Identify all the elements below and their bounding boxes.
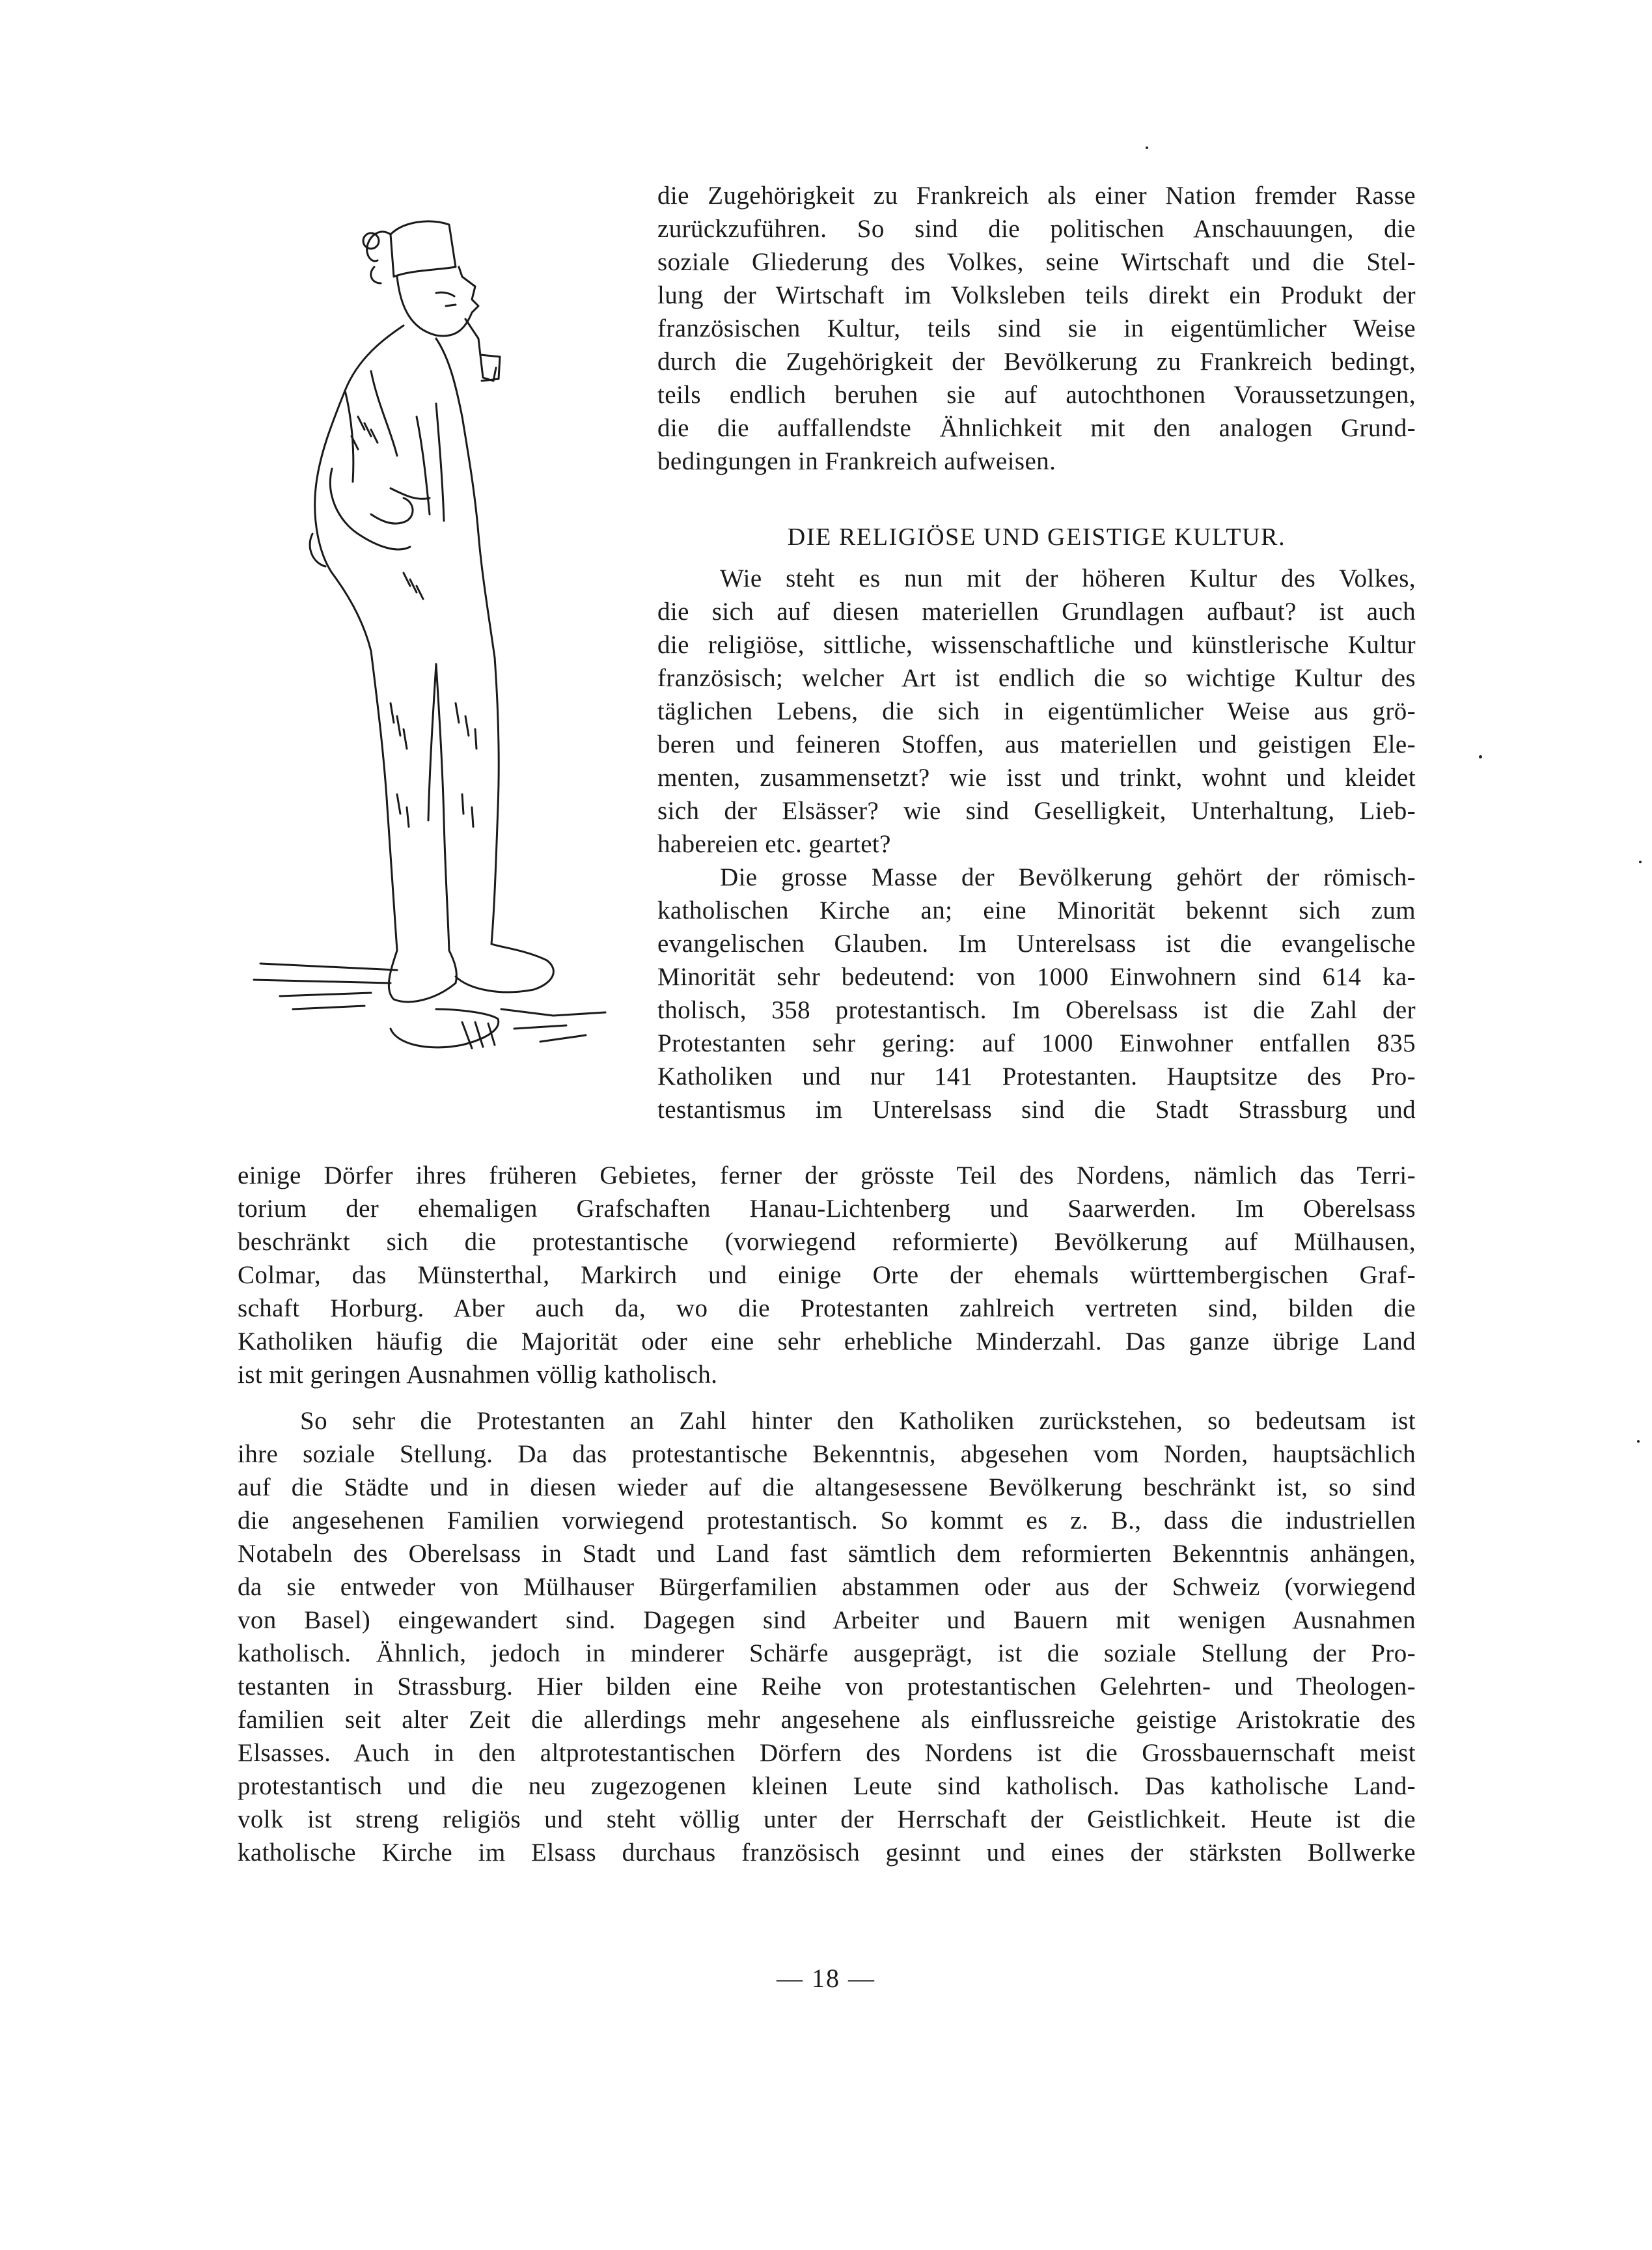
section-heading: DIE RELIGIÖSE UND GEISTIGE KULTUR. — [787, 523, 1286, 551]
text-line: torium der ehemaligen Grafschaften Hanau-Lichtenberg und Saarwerden. Im Oberelsass — [238, 1195, 1416, 1223]
text-line: evangelischen Glauben. Im Unterelsass ist die evangelische — [657, 930, 1416, 958]
text-line: habereien etc. geartet? — [657, 830, 891, 858]
text-line: Die grosse Masse der Bevölkerung gehört der römisch- — [720, 863, 1416, 891]
text-line: Elsasses. Auch in den altprotestantischen Dörfern des Nordens ist die Grossbauernschaft meist — [238, 1739, 1416, 1767]
text-line: Protestanten sehr gering: auf 1000 Einwohner entfallen 835 — [657, 1029, 1416, 1057]
scan-speck — [1479, 755, 1482, 758]
text-line: die angesehenen Familien vorwiegend protestantisch. So kommt es z. B., dass die industriellen — [238, 1507, 1416, 1535]
text-line: protestantisch und die neu zugezogenen kleinen Leute sind katholisch. Das katholische Land- — [238, 1772, 1416, 1800]
illustration — [241, 208, 631, 1139]
text-line: die sich auf diesen materiellen Grundlagen aufbaut? ist auch — [657, 598, 1416, 626]
text-line: teils endlich beruhen sie auf autochthonen Voraussetzungen, — [657, 381, 1416, 409]
scan-speck — [1639, 861, 1642, 863]
text-line: von Basel) eingewandert sind. Dagegen sind Arbeiter und Bauern mit wenigen Ausnahmen — [238, 1606, 1416, 1634]
sketch-standing-man-icon — [241, 208, 631, 1139]
text-line: die die auffallendste Ähnlichkeit mit den analogen Grund- — [657, 414, 1416, 442]
text-line: die Zugehörigkeit zu Frankreich als einer Nation fremder Rasse — [657, 182, 1416, 210]
text-line: die religiöse, sittliche, wissenschaftliche und künstlerische Kultur — [657, 631, 1416, 659]
text-line: testanten in Strassburg. Hier bilden eine Reihe von protestantischen Gelehrten- und Theologen- — [238, 1673, 1416, 1701]
text-line: katholisch. Ähnlich, jedoch in minderer Schärfe ausgeprägt, ist die soziale Stellung der Pro- — [238, 1639, 1416, 1667]
wide-paragraph-social-position — [238, 1404, 1416, 1869]
text-line: ist mit geringen Ausnahmen völlig katholisch. — [238, 1361, 718, 1389]
text-line: französisch; welcher Art ist endlich die so wichtige Kultur des — [657, 664, 1416, 692]
text-line: testantismus im Unterelsass sind die Stadt Strassburg und — [657, 1096, 1416, 1124]
text-line: französischen Kultur, teils sind sie in eigentümlicher Weise — [657, 314, 1416, 342]
scan-speck — [1146, 146, 1148, 149]
text-line: Katholiken häufig die Majorität oder eine sehr erhebliche Minderzahl. Das ganze übrige Land — [238, 1327, 1416, 1355]
page-number: — 18 — — [777, 1964, 875, 1993]
narrow-column-paragraphs — [657, 562, 1416, 1126]
text-line: volk ist streng religiös und steht völlig unter der Herrschaft der Geistlichkeit. Heute ist die — [238, 1805, 1416, 1833]
wide-paragraph-continuation — [238, 1159, 1416, 1391]
text-line: soziale Gliederung des Volkes, seine Wirtschaft und die Stel- — [657, 248, 1416, 276]
text-line: So sehr die Protestanten an Zahl hinter den Katholiken zurückstehen, so bedeutsam ist — [300, 1407, 1416, 1435]
text-line: Notabeln des Oberelsass in Stadt und Land fast sämtlich dem reformierten Bekenntnis anhängen, — [238, 1540, 1416, 1568]
text-line: ihre soziale Stellung. Da das protestantische Bekenntnis, abgesehen vom Norden, hauptsächlich — [238, 1440, 1416, 1468]
text-line: zurückzuführen. So sind die politischen Anschauungen, die — [657, 215, 1416, 243]
text-line: täglichen Lebens, die sich in eigentümlicher Weise aus grö- — [657, 697, 1416, 725]
text-line: lung der Wirtschaft im Volksleben teils direkt ein Produkt der — [657, 281, 1416, 309]
text-line: katholischen Kirche an; eine Minorität bekennt sich zum — [657, 896, 1416, 924]
text-line: bedingungen in Frankreich aufweisen. — [657, 447, 1056, 475]
text-line: schaft Horburg. Aber auch da, wo die Protestanten zahlreich vertreten sind, bilden die — [238, 1294, 1416, 1322]
text-line: tholisch, 358 protestantisch. Im Oberelsass ist die Zahl der — [657, 996, 1416, 1024]
intro-paragraph — [657, 179, 1416, 478]
scan-speck — [1637, 1440, 1640, 1443]
text-line: katholische Kirche im Elsass durchaus französisch gesinnt und eines der stärksten Bollwerke — [238, 1839, 1416, 1867]
text-line: menten, zusammensetzt? wie isst und trinkt, wohnt und kleidet — [657, 764, 1416, 792]
text-line: Minorität sehr bedeutend: von 1000 Einwohnern sind 614 ka- — [657, 963, 1416, 991]
text-line: Katholiken und nur 141 Protestanten. Hauptsitze des Pro- — [657, 1062, 1416, 1090]
text-line: durch die Zugehörigkeit der Bevölkerung zu Frankreich bedingt, — [657, 348, 1416, 376]
text-line: da sie entweder von Mülhauser Bürgerfamilien abstammen oder aus der Schweiz (vorwiegend — [238, 1573, 1416, 1601]
text-line: Colmar, das Münsterthal, Markirch und einige Orte der ehemals württembergischen Graf- — [238, 1261, 1416, 1289]
text-line: auf die Städte und in diesen wieder auf die altangesessene Bevölkerung beschränkt ist, so sind — [238, 1473, 1416, 1501]
text-line: beschränkt sich die protestantische (vorwiegend reformierte) Bevölkerung auf Mülhausen, — [238, 1228, 1416, 1256]
text-line: Wie steht es nun mit der höheren Kultur des Volkes, — [720, 564, 1416, 592]
text-line: beren und feineren Stoffen, aus materiellen und geistigen Ele- — [657, 730, 1416, 758]
text-line: familien seit alter Zeit die allerdings mehr angesehene als einflussreiche geistige Aristokratie des — [238, 1706, 1416, 1734]
text-line: sich der Elsässer? wie sind Geselligkeit, Unterhaltung, Lieb- — [657, 797, 1416, 825]
text-line: einige Dörfer ihres früheren Gebietes, ferner der grösste Teil des Nordens, nämlich das Terri- — [238, 1161, 1416, 1189]
